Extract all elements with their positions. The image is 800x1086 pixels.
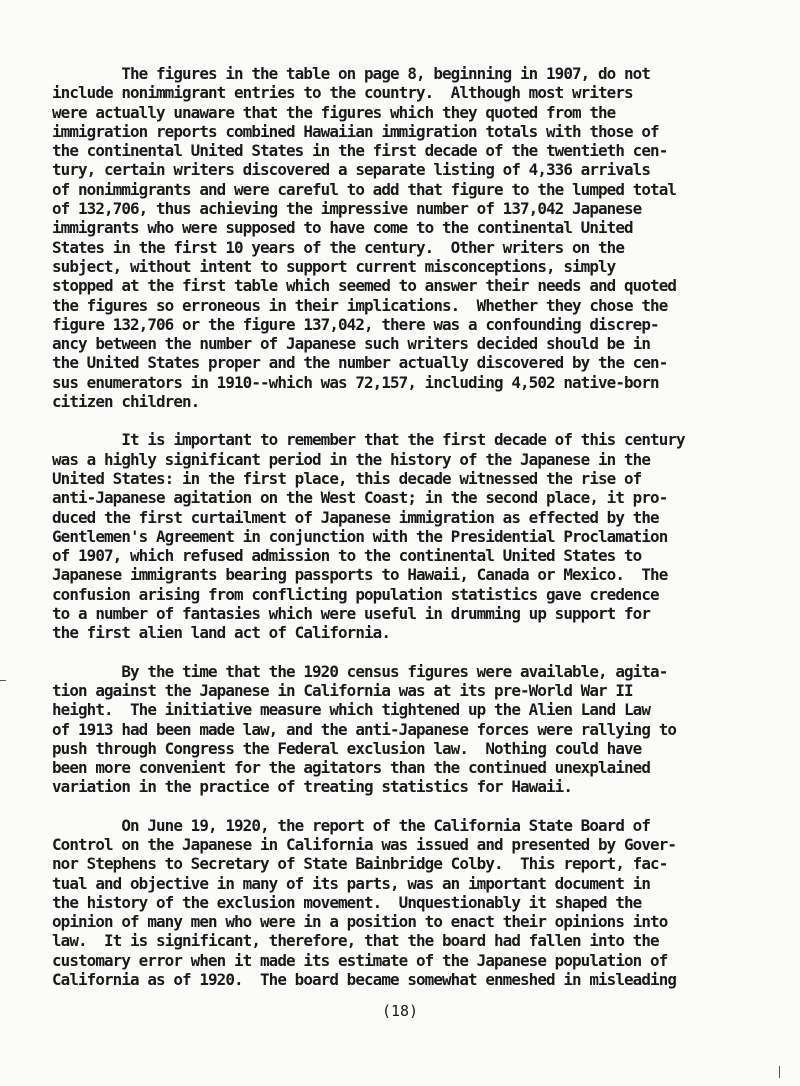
text-line: On June 19, 1920, the report of the California State Board of [52, 815, 651, 835]
text-line: States in the first 10 years of the century. Other writers on the [52, 237, 625, 257]
paragraph [52, 430, 752, 642]
text-line: anti-Japanese agitation on the West Coast; in the second place, it pro- [52, 488, 668, 508]
text-line: the figures so erroneous in their implications. Whether they chose the [52, 295, 668, 315]
text-line: Japanese immigrants bearing passports to Hawaii, Canada or Mexico. The [52, 565, 668, 585]
margin-mark [0, 680, 6, 681]
text-line: push through Congress the Federal exclusion law. Nothing could have [52, 738, 642, 758]
text-line: Control on the Japanese in California was issued and presented by Gover- [52, 834, 677, 854]
paragraph [52, 662, 752, 797]
paragraph [52, 64, 752, 411]
text-line: was a highly significant period in the history of the Japanese in the [52, 449, 651, 469]
text-line: nor Stephens to Secretary of State Bainbridge Colby. This report, fac- [52, 854, 668, 874]
text-line: Gentlemen's Agreement in conjunction with the Presidential Proclamation [52, 526, 668, 546]
text-line: tury, certain writers discovered a separate listing of 4,336 arrivals [52, 160, 651, 180]
text-line: variation in the practice of treating statistics for Hawaii. [52, 777, 573, 797]
text-line: It is important to remember that the first decade of this century [52, 430, 685, 450]
text-line: were actually unaware that the figures which they quoted from the [52, 102, 616, 122]
text-line: immigration reports combined Hawaiian immigration totals with those of [52, 121, 659, 141]
text-line: subject, without intent to support current misconceptions, simply [52, 256, 616, 276]
text-line: of 1913 had been made law, and the anti-Japanese forces were rallying to [52, 719, 677, 739]
text-line: stopped at the first table which seemed to answer their needs and quoted [52, 276, 677, 296]
text-line: citizen children. [52, 392, 200, 412]
text-line: been more convenient for the agitators than the continued unexplained [52, 758, 651, 778]
paragraph [52, 816, 752, 990]
text-line: height. The initiative measure which tightened up the Alien Land Law [52, 700, 651, 720]
text-line: customary error when it made its estimate of the Japanese population of [52, 950, 668, 970]
text-line: the first alien land act of California. [52, 623, 391, 643]
text-line: The figures in the table on page 8, beginning in 1907, do not [52, 64, 651, 83]
text-line: immigrants who were supposed to have come to the continental United [52, 218, 633, 238]
text-line: tual and objective in many of its parts, was an important document in [52, 873, 651, 893]
text-line: figure 132,706 or the figure 137,042, there was a confounding discrep- [52, 314, 659, 334]
text-line: United States: in the first place, this decade witnessed the rise of [52, 468, 642, 488]
text-line: ancy between the number of Japanese such writers decided should be in [52, 334, 651, 354]
text-line: of 132,706, thus achieving the impressive number of 137,042 Japanese [52, 199, 642, 219]
text-line: the continental United States in the first decade of the twentieth cen- [52, 141, 668, 161]
text-line: sus enumerators in 1910--which was 72,157, including 4,502 native-born [52, 372, 659, 392]
text-line: tion against the Japanese in California was at its pre-World War II [52, 680, 633, 700]
text-line: confusion arising from conflicting population statistics gave credence [52, 584, 659, 604]
text-line: of nonimmigrants and were careful to add that figure to the lumped total [52, 179, 677, 199]
text-line: the United States proper and the number actually discovered by the cen- [52, 353, 668, 373]
corner-mark [779, 1066, 780, 1078]
page-number: (18) [381, 1002, 419, 1020]
text-line: By the time that the 1920 census figures were available, agita- [52, 661, 668, 681]
body-text [52, 64, 752, 1008]
text-line: to a number of fantasies which were useful in drumming up support for [52, 604, 651, 624]
text-line: opinion of many men who were in a position to enact their opinions into [52, 912, 668, 932]
text-line: the history of the exclusion movement. Unquestionably it shaped the [52, 892, 642, 912]
text-line: California as of 1920. The board became somewhat enmeshed in misleading [52, 970, 677, 990]
text-line: of 1907, which refused admission to the continental United States to [52, 546, 642, 566]
text-line: law. It is significant, therefore, that the board had fallen into the [52, 931, 659, 951]
text-line: duced the first curtailment of Japanese immigration as effected by the [52, 507, 659, 527]
text-line: include nonimmigrant entries to the country. Although most writers [52, 83, 633, 103]
